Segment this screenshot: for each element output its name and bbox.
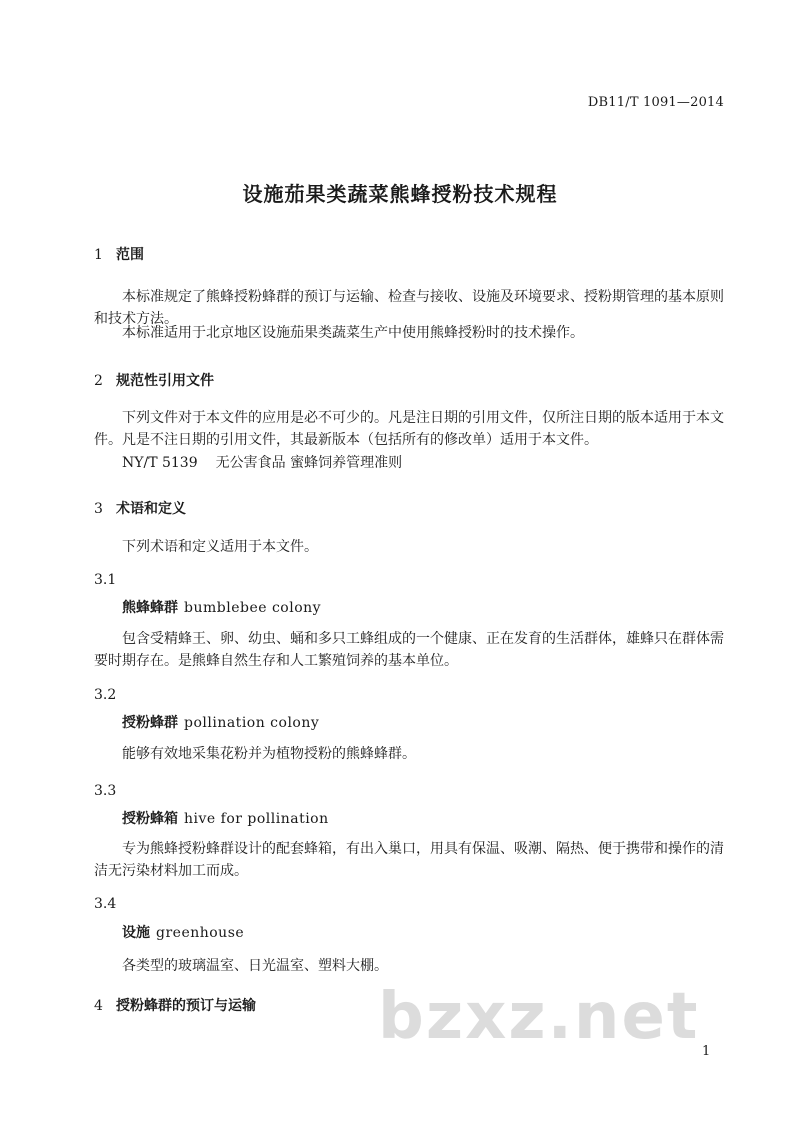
term-entry: [122, 922, 244, 944]
clause-number: 3.1: [94, 572, 117, 588]
section-number: 1: [94, 247, 103, 263]
section-number: 3: [94, 501, 103, 517]
term-definition: 包含受精蜂王、卵、幼虫、蛹和多只工蜂组成的一个健康、正在发育的生活群体，雄蜂只在群体需要时期存在。是熊蜂自然生存和人工繁殖饲养的基本单位。: [94, 631, 724, 669]
term-entry: [122, 808, 329, 830]
term-chinese: 设施: [122, 925, 150, 941]
term-chinese: 授粉蜂箱: [122, 811, 178, 827]
clause-number: 3.2: [94, 687, 117, 703]
section-number: 2: [94, 373, 103, 389]
clause-number: 3.3: [94, 783, 117, 799]
watermark: bzxz.net: [378, 980, 700, 1054]
term-english: bumblebee colony: [184, 600, 322, 616]
term-english: greenhouse: [156, 925, 245, 941]
section-3-heading: [94, 498, 186, 518]
page-number: 1: [702, 1044, 711, 1059]
reference-title: 无公害食品 蜜蜂饲养管理准则: [215, 455, 403, 471]
section-1-paragraph-2: 本标准适用于北京地区设施茄果类蔬菜生产中使用熊蜂授粉时的技术操作。: [122, 325, 584, 341]
section-title: 授粉蜂群的预订与运输: [116, 998, 256, 1014]
section-title: 规范性引用文件: [116, 373, 214, 389]
section-number: 4: [94, 998, 103, 1014]
section-1-paragraph-1: 本标准规定了熊蜂授粉蜂群的预订与运输、检查与接收、设施及环境要求、授粉期管理的基本原则和技术方法。: [94, 289, 724, 327]
term-chinese: 授粉蜂群: [122, 715, 178, 731]
term-definition: 能够有效地采集花粉并为植物授粉的熊蜂蜂群。: [122, 746, 416, 762]
reference-code: NY/T 5139: [122, 455, 198, 471]
normative-reference: [122, 452, 402, 474]
document-title: 设施茄果类蔬菜熊蜂授粉技术规程: [242, 182, 558, 206]
term-definition: 各类型的玻璃温室、日光温室、塑料大棚。: [122, 958, 388, 974]
section-title: 范围: [116, 247, 144, 263]
section-2-paragraph-1: 下列文件对于本文件的应用是必不可少的。凡是注日期的引用文件，仅所注日期的版本适用于本文件。凡是不注日期的引用文件，其最新版本（包括所有的修改单）适用于本文件。: [94, 410, 724, 448]
section-2-heading: [94, 370, 214, 390]
section-1-heading: [94, 244, 144, 264]
term-definition: 专为熊蜂授粉蜂群设计的配套蜂箱，有出入巢口，用具有保温、吸潮、隔热、便于携带和操作的清洁无污染材料加工而成。: [94, 841, 724, 879]
term-english: hive for pollination: [184, 811, 329, 827]
section-4-heading: [94, 995, 256, 1015]
clause-number: 3.4: [94, 896, 117, 912]
standard-code: DB11/T 1091—2014: [587, 95, 724, 110]
term-chinese: 熊蜂蜂群: [122, 600, 178, 616]
term-english: pollination colony: [184, 715, 320, 731]
section-3-intro: 下列术语和定义适用于本文件。: [122, 539, 318, 555]
term-entry: [122, 712, 319, 734]
term-entry: [122, 597, 321, 619]
section-title: 术语和定义: [116, 501, 186, 517]
